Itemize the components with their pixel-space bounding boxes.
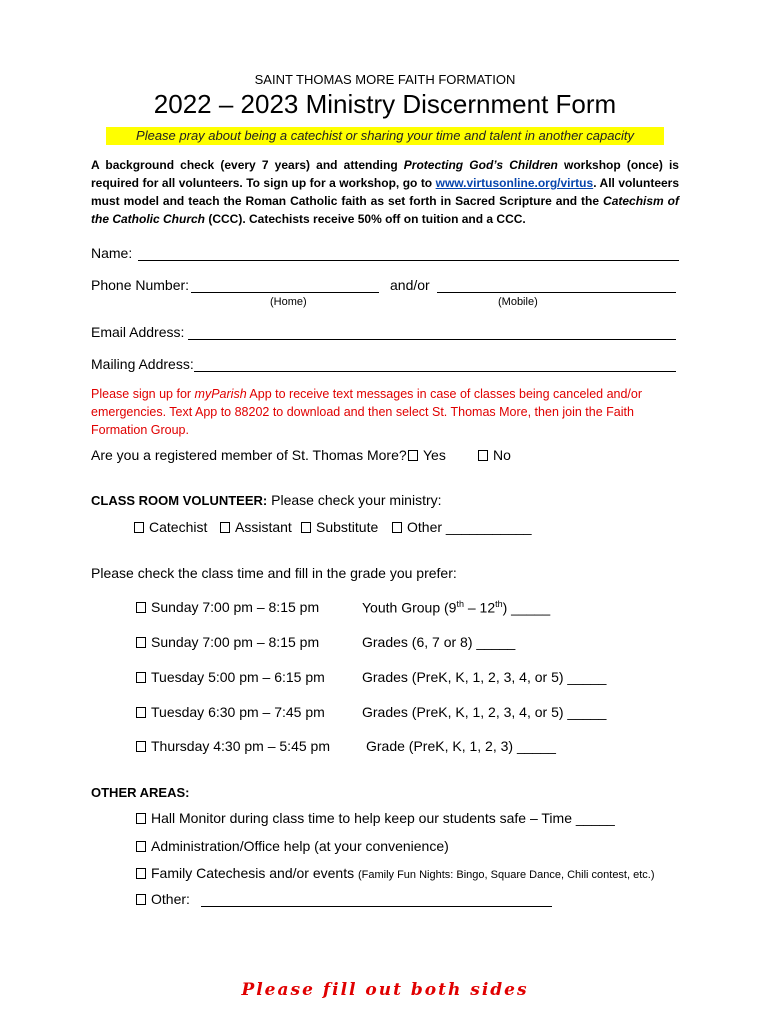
classroom-heading: CLASS ROOM VOLUNTEER: Please check your ministry: (91, 492, 442, 508)
phone-label: Phone Number: (91, 277, 190, 293)
schedule-prompt: Please check the class time and fill in the grade you prefer: (91, 565, 457, 581)
checkbox-icon[interactable] (408, 450, 418, 461)
checkbox-icon[interactable] (136, 602, 146, 613)
form-title: 2022 – 2023 Ministry Discernment Form (153, 89, 617, 119)
checkbox-icon[interactable] (478, 450, 488, 461)
app-notice: Please sign up for myParish App to receive text messages in case of classes being canceled and/or emergencies. Text App to 88202 to download and then select St. Thomas More, then join the Faith Formation Group. (91, 387, 643, 437)
schedule-option[interactable]: Thursday 4:30 pm – 5:45 pm (136, 738, 330, 754)
checkbox-icon[interactable] (136, 813, 146, 824)
schedule-option[interactable]: Tuesday 5:00 pm – 6:15 pm (136, 669, 325, 685)
grade-text: Grades (PreK, K, 1, 2, 3, 4, or 5) _____ (362, 669, 607, 685)
grade-text: Grades (PreK, K, 1, 2, 3, 4, or 5) _____ (362, 704, 607, 720)
org-name: SAINT THOMAS MORE FAITH FORMATION (254, 72, 516, 87)
intro-paragraph: A background check (every 7 years) and attending Protecting God’s Children workshop (once) is required for all volunteers. To sign up for a workshop, go to www.virtusonline.org/virtus. All volunteers must model and teach the Roman Catholic faith as set forth in Sacred Scripture and the Catechism of the Catholic Church (CCC). Catechists receive 50% off on tuition and a CCC. (91, 158, 680, 226)
home-label: (Home) (270, 296, 307, 308)
checkbox-icon[interactable] (134, 522, 144, 533)
checkbox-icon[interactable] (301, 522, 311, 533)
ministry-substitute[interactable]: Substitute (301, 519, 378, 535)
other-areas-heading: OTHER AREAS: (91, 785, 190, 800)
other-field[interactable] (201, 906, 552, 907)
other-hall-monitor[interactable]: Hall Monitor during class time to help keep our students safe – Time _____ (136, 810, 615, 826)
virtus-link[interactable]: www.virtusonline.org/virtus (435, 176, 594, 190)
checkbox-icon[interactable] (136, 841, 146, 852)
email-field[interactable] (188, 339, 676, 340)
checkbox-icon[interactable] (220, 522, 230, 533)
footer-note: Please fill out both sides (241, 980, 529, 1000)
grade-text: Grades (6, 7 or 8) _____ (362, 634, 516, 650)
other-family-catechesis[interactable]: Family Catechesis and/or events (Family Fun Nights: Bingo, Square Dance, Chili contest, etc.) (136, 865, 655, 881)
schedule-option[interactable]: Tuesday 6:30 pm – 7:45 pm (136, 704, 325, 720)
checkbox-icon[interactable] (136, 741, 146, 752)
member-question: Are you a registered member of St. Thomas More? (91, 447, 407, 463)
ministry-assistant[interactable]: Assistant (220, 519, 292, 535)
other-admin-help[interactable]: Administration/Office help (at your convenience) (136, 838, 449, 854)
ministry-other[interactable]: Other ___________ (392, 519, 532, 535)
name-label: Name: (91, 245, 133, 261)
member-no-option[interactable]: No (478, 447, 511, 463)
schedule-option[interactable]: Sunday 7:00 pm – 8:15 pm (136, 599, 319, 615)
checkbox-icon[interactable] (136, 637, 146, 648)
other-other[interactable]: Other: (136, 891, 190, 907)
schedule-option[interactable]: Sunday 7:00 pm – 8:15 pm (136, 634, 319, 650)
mobile-phone-field[interactable] (437, 292, 676, 293)
mailing-field[interactable] (194, 371, 676, 372)
checkbox-icon[interactable] (136, 868, 146, 879)
checkbox-icon[interactable] (136, 707, 146, 718)
andor-label: and/or (390, 277, 430, 293)
grade-youth-group: Youth Group (9th – 12th) _____ (362, 599, 551, 616)
mailing-label: Mailing Address: (91, 356, 194, 372)
checkbox-icon[interactable] (136, 672, 146, 683)
checkbox-icon[interactable] (392, 522, 402, 533)
mobile-label: (Mobile) (498, 296, 538, 308)
grade-text: Grade (PreK, K, 1, 2, 3) _____ (366, 738, 556, 754)
name-field[interactable] (138, 260, 679, 261)
ministry-catechist[interactable]: Catechist (134, 519, 207, 535)
home-phone-field[interactable] (191, 292, 379, 293)
email-label: Email Address: (91, 324, 185, 340)
member-yes-option[interactable]: Yes (408, 447, 446, 463)
form-subtitle: Please pray about being a catechist or sharing your time and talent in another capacity (106, 127, 664, 145)
checkbox-icon[interactable] (136, 894, 146, 905)
